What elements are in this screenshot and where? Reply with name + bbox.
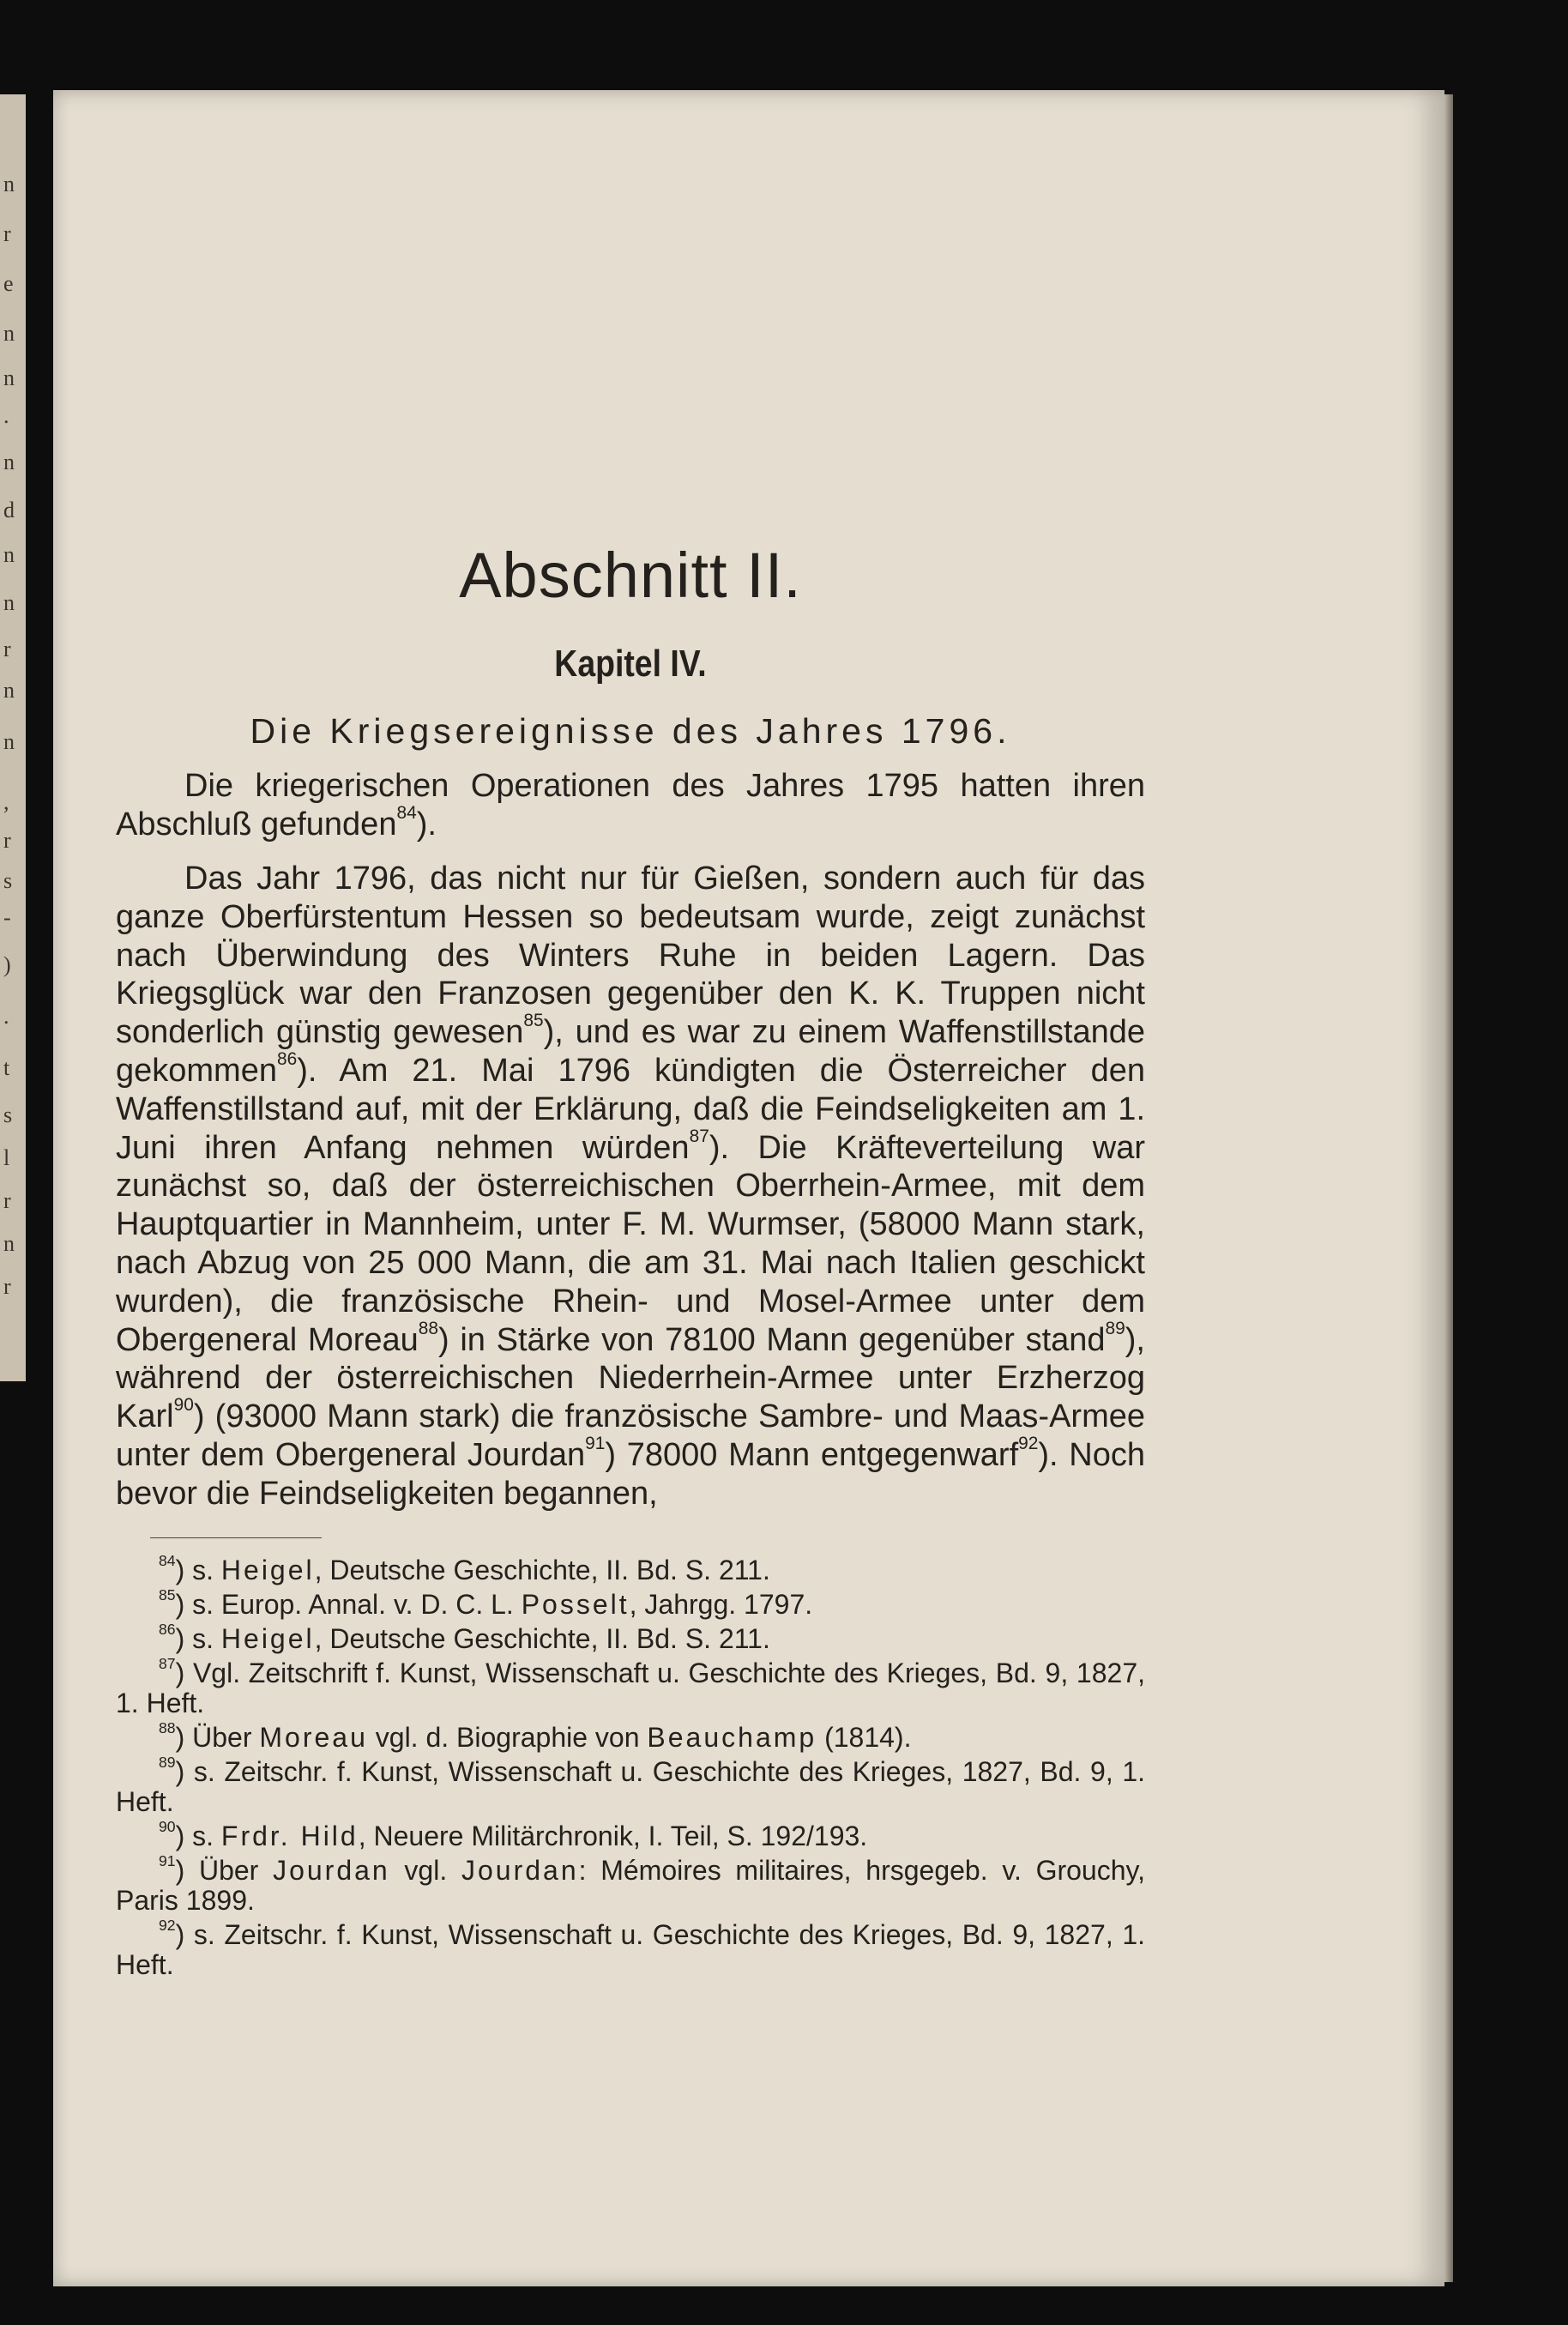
paragraph-text: ) in Stärke von 78100 Mann gegenüber stand xyxy=(438,1321,1106,1358)
edge-char: n xyxy=(3,172,15,196)
spaced-name: Beauchamp xyxy=(647,1721,817,1753)
footnote-text: (1814). xyxy=(817,1721,912,1753)
edge-char: r xyxy=(3,637,11,661)
footnote-text: s. xyxy=(192,1820,221,1851)
footnote-number: 87 xyxy=(159,1654,176,1672)
footnote-number: 86 xyxy=(159,1620,176,1638)
spaced-name: Posselt xyxy=(521,1588,630,1620)
footnote-number: 89 xyxy=(159,1753,176,1771)
footnote-text: s. xyxy=(192,1622,221,1654)
footnote-text: , Deutsche Geschichte, II. Bd. S. 211. xyxy=(314,1554,770,1585)
footnote xyxy=(116,1753,1146,1817)
footnote-text: Über xyxy=(198,1854,274,1886)
footnote-number: 88 xyxy=(159,1718,176,1736)
footnote-ref: 91 xyxy=(585,1434,606,1454)
footnote-text: s. xyxy=(192,1554,221,1585)
footnote-number: 90 xyxy=(159,1817,176,1835)
page-content xyxy=(116,540,1145,1984)
footnote-paren: ) xyxy=(175,1657,193,1688)
spaced-name: Jourdan xyxy=(461,1854,579,1886)
footnote-ref: 88 xyxy=(418,1318,439,1338)
footnote-text: s. Zeitschr. f. Kunst, Wissenschaft u. Geschichte des Krieges, 1827, Bd. 9, 1. Heft. xyxy=(116,1755,1146,1817)
footnote xyxy=(116,1585,1145,1620)
footnote xyxy=(116,1817,1145,1851)
footnote-text: s. Zeitschr. f. Kunst, Wissenschaft u. Geschichte des Krieges, Bd. 9, 1827, 1. Heft. xyxy=(116,1918,1146,1980)
footnote-paren: ) xyxy=(175,1588,193,1620)
edge-char: . xyxy=(3,1004,9,1029)
footnote-text: Über xyxy=(192,1721,260,1753)
page-right-edge xyxy=(1444,94,1453,2282)
paragraph-text: ), während der österreichischen Niederrhein-Armee unter Erzherzog Karl xyxy=(116,1321,1145,1435)
paragraph-text: ) 78000 Mann entgegenwarf xyxy=(605,1436,1019,1473)
footnote xyxy=(116,1851,1146,1916)
footnote-ref: 90 xyxy=(173,1395,194,1416)
edge-char: n xyxy=(3,678,15,703)
edge-char: , xyxy=(3,789,9,814)
edge-char: r xyxy=(3,1274,11,1299)
footnote xyxy=(116,1718,1145,1753)
footnote-number: 92 xyxy=(159,1916,176,1934)
paragraph-text: ). Noch bevor die Feindseligkeiten begannen, xyxy=(116,1436,1145,1512)
spaced-name: Heigel xyxy=(220,1622,315,1654)
edge-char: s xyxy=(3,868,13,893)
footnote-paren: ) xyxy=(175,1918,194,1950)
edge-char: n xyxy=(3,590,15,615)
paragraph-text: ) (93000 Mann stark) die französische Sambre- und Maas-Armee unter dem Obergeneral Jourdan xyxy=(116,1398,1145,1473)
edge-char: n xyxy=(3,450,15,474)
edge-char: n xyxy=(3,365,15,390)
footnote-paren: ) xyxy=(175,1755,194,1787)
footnote xyxy=(116,1916,1146,1980)
paragraph-text: ), und es war zu einem Waffenstillstande gekommen xyxy=(116,1014,1145,1089)
paragraph-text: Die kriegerischen Operationen des Jahres 1795 hatten ihren Abschluß gefunden xyxy=(116,768,1145,843)
edge-char: s xyxy=(3,1102,13,1127)
left-page-edge xyxy=(0,94,26,1381)
edge-char: ) xyxy=(3,952,11,977)
footnote-text: , Deutsche Geschichte, II. Bd. S. 211. xyxy=(314,1622,770,1654)
footnote-number: 91 xyxy=(159,1851,176,1869)
edge-char: n xyxy=(3,542,15,567)
paragraph xyxy=(116,767,1145,844)
edge-char: - xyxy=(3,905,11,930)
section-title: Abschnitt II. xyxy=(459,540,802,611)
paragraph-text: ). Die Kräfteverteilung war zunächst so, daß der österreichischen Oberrhein-Armee, mit dem Hauptquartier in Mannheim, unter F. M. Wurmser, (58000 Mann stark, nach Abzug von 25 000 Mann, die am 31. Mai nach Italien geschickt wurden), die französische Rhein- und Mosel-Armee unter dem Obergeneral Moreau xyxy=(116,1129,1145,1358)
footnote-text: vgl. xyxy=(389,1854,461,1886)
edge-char: n xyxy=(3,321,15,346)
footnote-number: 84 xyxy=(159,1551,176,1569)
paragraph-text: ). Am 21. Mai 1796 kündigten die Österreicher den Waffenstillstand auf, mit der Erklärung, daß die Feindseligkeiten am 1. Juni ihren Anfang nehmen würden xyxy=(116,1052,1145,1166)
footnote xyxy=(116,1654,1146,1718)
footnote-ref: 85 xyxy=(523,1011,544,1031)
edge-char: r xyxy=(3,221,11,246)
footnote-paren: ) xyxy=(175,1820,193,1851)
footnote xyxy=(116,1551,1145,1585)
footnote-text: , Neuere Militärchronik, I. Teil, S. 192/193. xyxy=(358,1820,868,1851)
edge-char: n xyxy=(3,729,15,754)
footnote-separator xyxy=(150,1537,322,1538)
chapter-subtitle: Die Kriegsereignisse des Jahres 1796. xyxy=(250,711,1011,752)
paragraph xyxy=(116,860,1145,1513)
edge-char: . xyxy=(3,403,9,428)
footnote-paren: ) xyxy=(175,1854,199,1886)
edge-char: r xyxy=(3,828,11,853)
footnote-text: Vgl. Zeitschrift f. Kunst, Wissenschaft u. Geschichte des Krieges, Bd. 9, 1827, 1. Heft. xyxy=(116,1657,1146,1718)
spaced-name: Heigel xyxy=(220,1554,315,1585)
edge-char: e xyxy=(3,271,14,296)
footnote-ref: 87 xyxy=(689,1126,709,1146)
edge-char: n xyxy=(3,1231,15,1256)
footnote-paren: ) xyxy=(175,1554,193,1585)
paragraph-text: ). xyxy=(416,806,437,843)
footnote-number: 85 xyxy=(159,1585,176,1603)
edge-char: d xyxy=(3,498,15,522)
paragraph-text: Das Jahr 1796, das nicht nur für Gießen, sondern auch für das ganze Oberfürstentum Hessen so bedeutsam wurde, zeigt zunächst nach Überwindung des Winters Ruhe in beiden Lagern. Das Kriegsglück war den Franzosen gegenüber den K. K. Truppen nicht sonderlich günstig gewesen xyxy=(116,860,1145,1051)
footnote-ref: 89 xyxy=(1105,1318,1125,1338)
footnotes xyxy=(116,1551,1146,1980)
edge-char: t xyxy=(3,1055,10,1080)
footnote-text: , Jahrgg. 1797. xyxy=(629,1588,813,1620)
spaced-name: Frdr. Hild xyxy=(220,1820,359,1851)
footnote-text: s. Europ. Annal. v. D. C. L. xyxy=(192,1588,522,1620)
spaced-name: Jourdan xyxy=(273,1854,390,1886)
footnote-ref: 92 xyxy=(1018,1434,1039,1454)
footnote-ref: 84 xyxy=(396,803,417,824)
chapter-title: Kapitel IV. xyxy=(554,643,707,685)
spaced-name: Moreau xyxy=(259,1721,368,1753)
footnote xyxy=(116,1620,1145,1654)
footnote-ref: 86 xyxy=(276,1049,298,1070)
footnote-text: : Mémoires militaires, hrsgegeb. v. Grouchy, Paris 1899. xyxy=(116,1854,1146,1916)
edge-char: l xyxy=(3,1145,10,1170)
footnote-paren: ) xyxy=(175,1622,193,1654)
edge-char: r xyxy=(3,1188,11,1213)
footnote-paren: ) xyxy=(175,1721,193,1753)
body-text xyxy=(116,767,1145,1513)
footnote-text: vgl. d. Biographie von xyxy=(367,1721,648,1753)
